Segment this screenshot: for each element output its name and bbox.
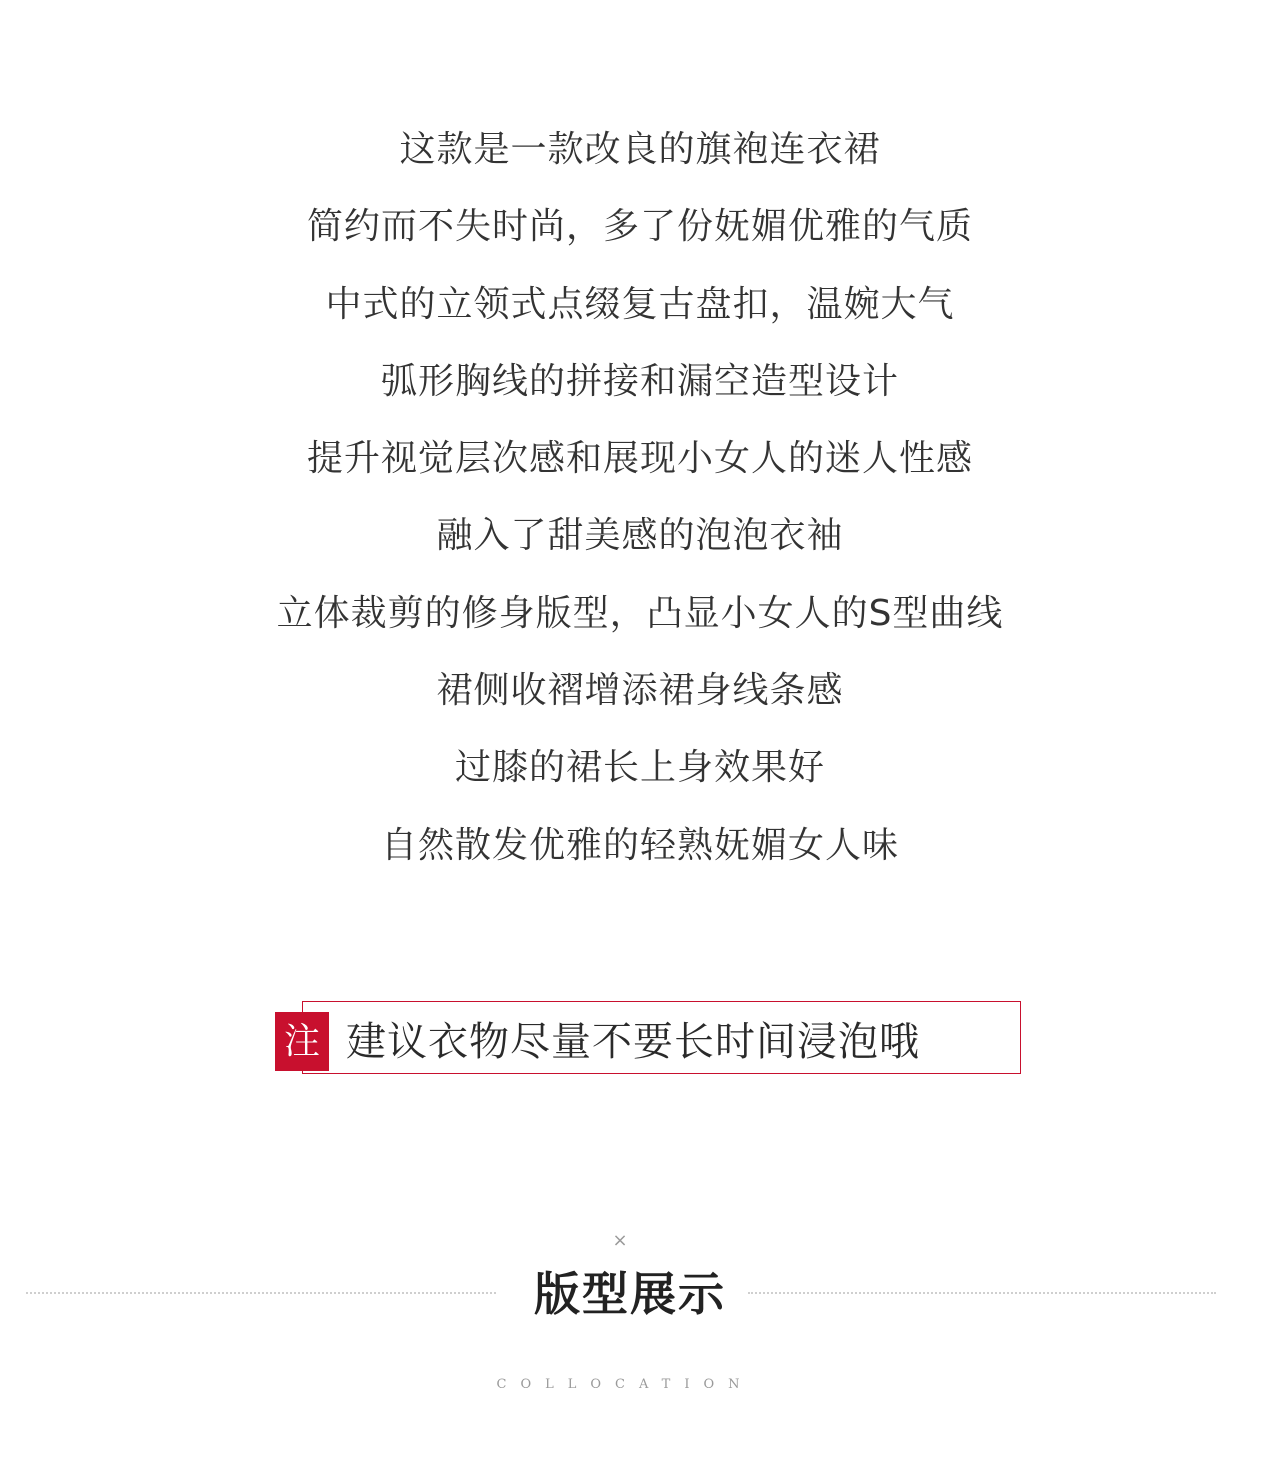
description-line: 过膝的裙长上身效果好 bbox=[454, 747, 825, 789]
care-note-text: 建议衣物尽量不要长时间浸泡哦 bbox=[346, 1019, 920, 1065]
section-title: 版型展示 bbox=[534, 1267, 726, 1321]
note-badge: 注 bbox=[275, 1012, 329, 1071]
close-icon: × bbox=[612, 1230, 628, 1251]
description-line: 自然散发优雅的轻熟妩媚女人味 bbox=[380, 824, 899, 866]
description-line: 立体裁剪的修身版型，凸显小女人的S型曲线 bbox=[276, 592, 1004, 634]
description-line: 融入了甜美感的泡泡衣袖 bbox=[436, 515, 844, 557]
product-description bbox=[0, 118, 1280, 891]
description-line: 提升视觉层次感和展现小女人的迷人性感 bbox=[306, 438, 973, 480]
dotted-divider-right bbox=[748, 1292, 1216, 1294]
description-line: 裙侧收褶增添裙身线条感 bbox=[436, 670, 844, 712]
description-line: 这款是一款改良的旗袍连衣裙 bbox=[399, 129, 881, 170]
care-note bbox=[275, 1001, 1023, 1076]
description-line: 弧形胸线的拼接和漏空造型设计 bbox=[380, 360, 899, 402]
description-line: 中式的立领式点缀复古盘扣，温婉大气 bbox=[325, 283, 955, 325]
dotted-divider-left bbox=[26, 1292, 496, 1294]
section-subtitle: COLLOCATION bbox=[496, 1377, 754, 1392]
description-line: 简约而不失时尚，多了份妩媚优雅的气质 bbox=[306, 206, 973, 248]
